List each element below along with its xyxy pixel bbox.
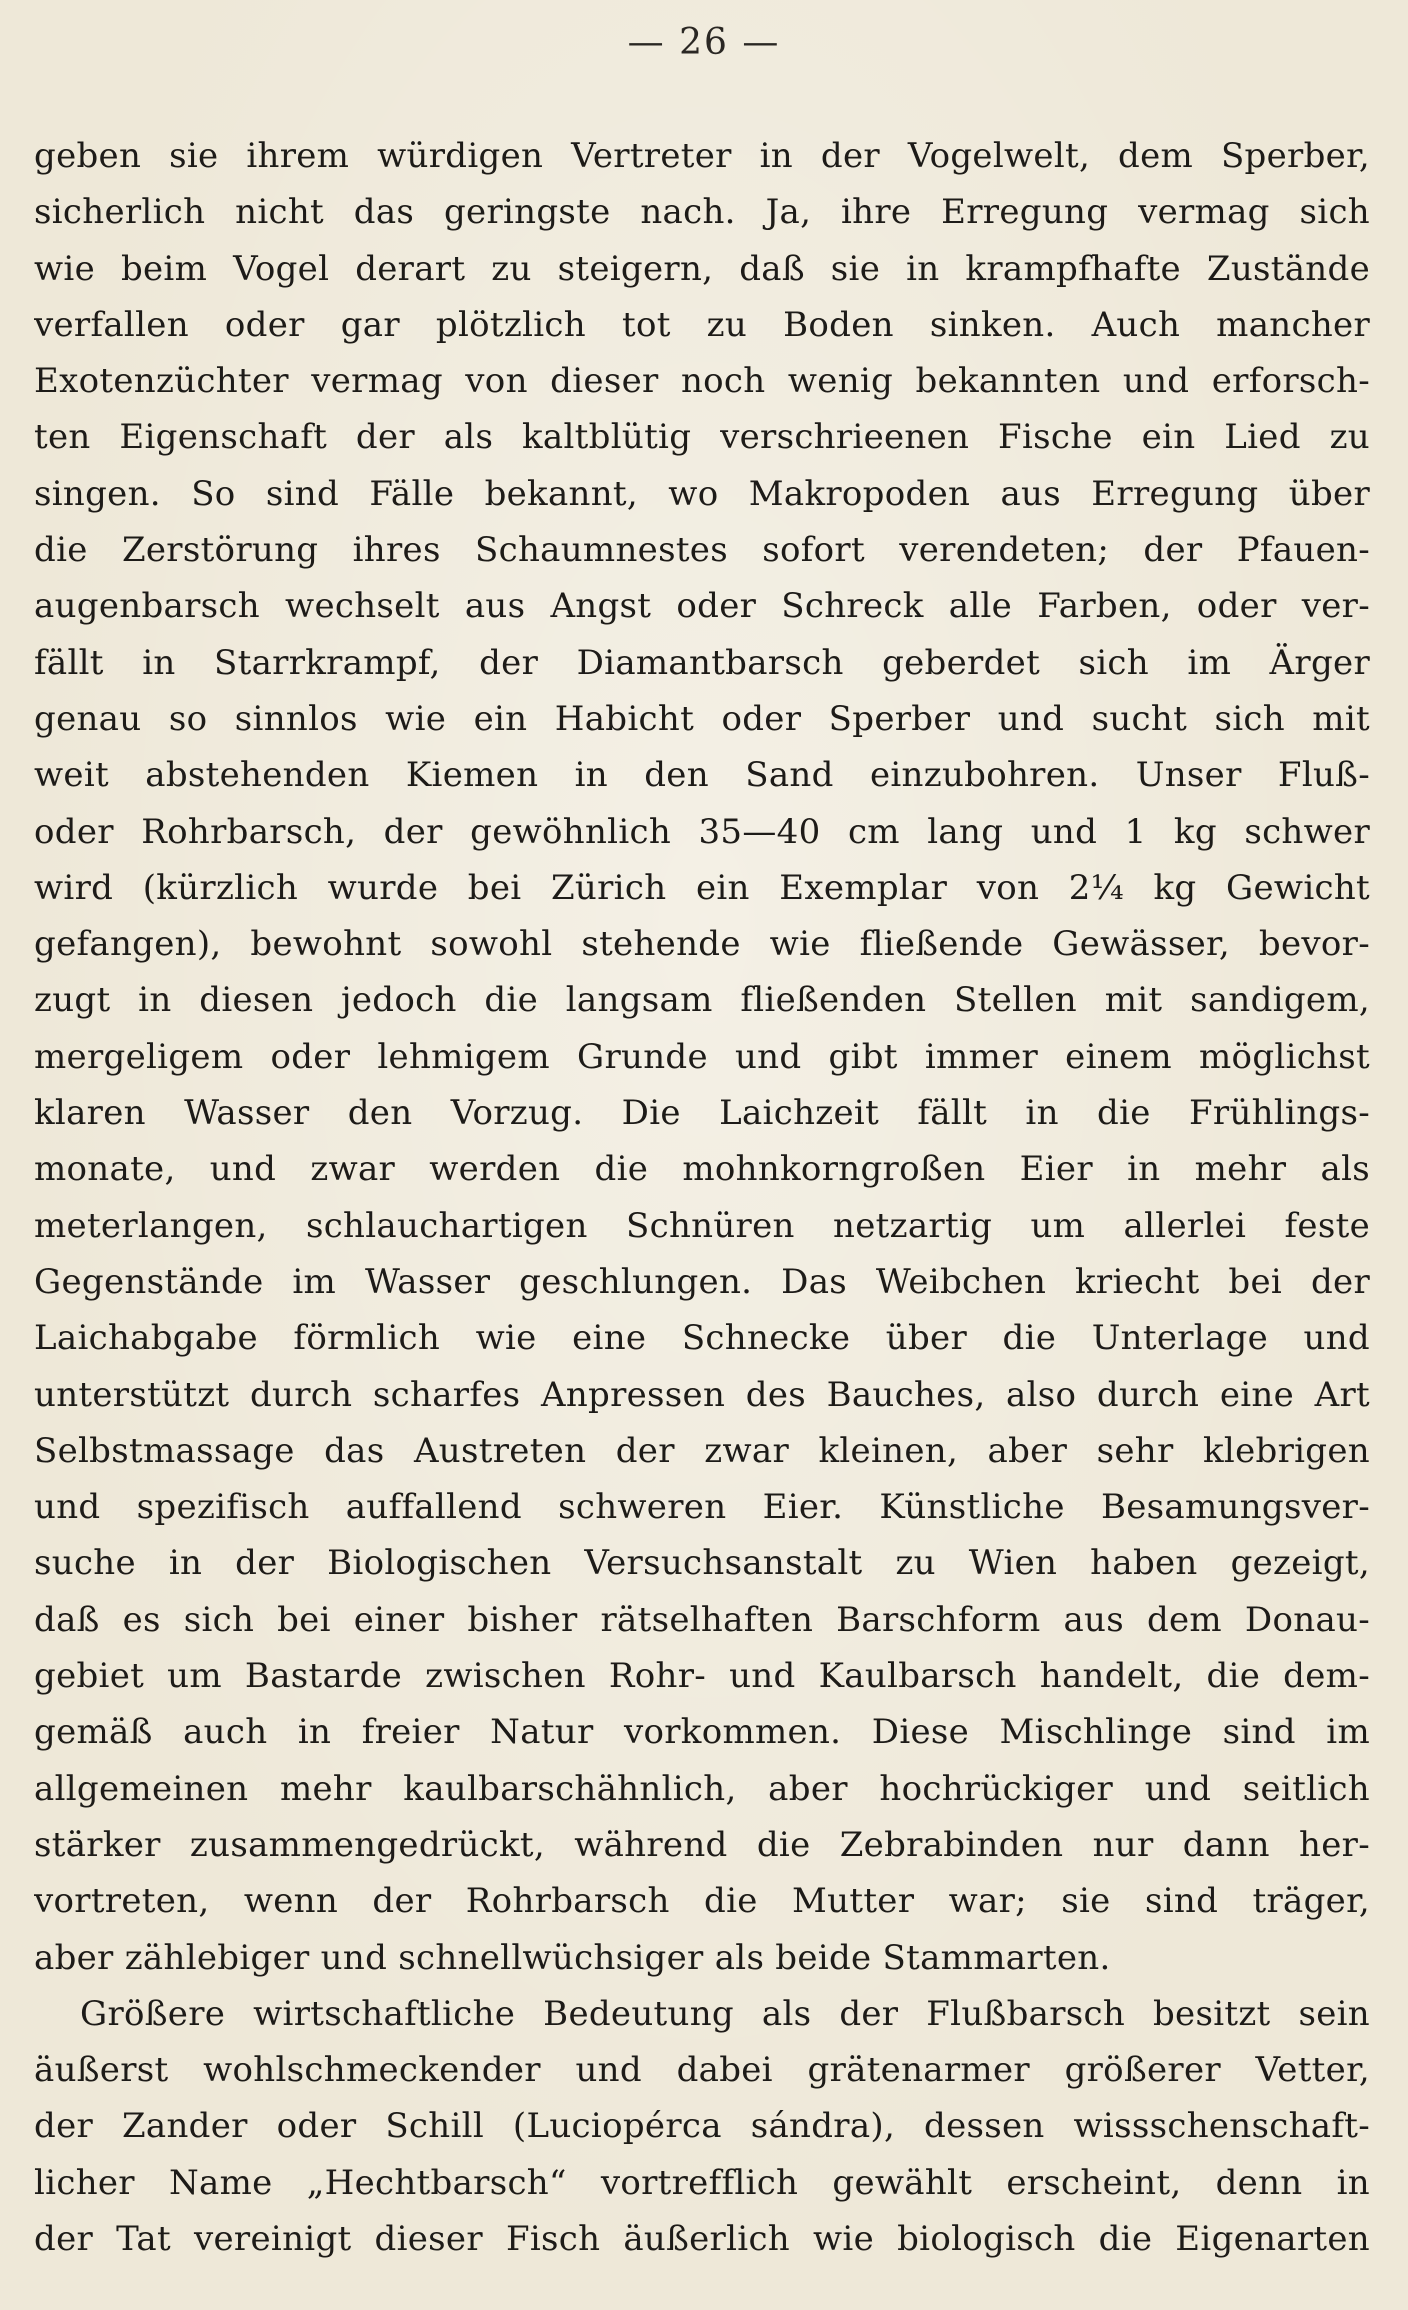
text-line: oder Rohrbarsch, der gewöhnlich 35—40 cm lang und 1 kg schwer [34,811,1370,852]
body-text [34,128,1370,2298]
text-line: ten Eigenschaft der als kaltblütig verschrieenen Fische ein Lied zu [34,417,1370,458]
text-line: äußerst wohlschmeckender und dabei grätenarmer größerer Vetter, [34,2050,1370,2091]
text-line: aber zählebiger und schnellwüchsiger als beide Stammarten. [34,1937,1111,1978]
text-line: gefangen), bewohnt sowohl stehende wie fließende Gewässer, bevor- [34,924,1370,965]
text-line: sicherlich nicht das geringste nach. Ja, ihre Erregung vermag sich [34,192,1370,233]
text-line: weit abstehenden Kiemen in den Sand einzubohren. Unser Fluß- [34,755,1370,796]
text-line: und spezifisch auffallend schweren Eier. Künstliche Besamungsver- [34,1487,1370,1528]
text-line: der Tat vereinigt dieser Fisch äußerlich wie biologisch die Eigenarten [34,2218,1370,2259]
text-line: der Zander oder Schill (Luciopérca sándra), dessen wissschenschaft- [34,2106,1370,2147]
text-line: klaren Wasser den Vorzug. Die Laichzeit fällt in die Frühlings- [34,1093,1370,1134]
text-line: Laichabgabe förmlich wie eine Schnecke über die Unterlage und [34,1318,1370,1359]
text-line: suche in der Biologischen Versuchsanstalt zu Wien haben gezeigt, [34,1543,1370,1584]
text-line: allgemeinen mehr kaulbarschähnlich, aber hochrückiger und seitlich [34,1768,1370,1809]
text-line: monate, und zwar werden die mohnkorngroßen Eier in mehr als [34,1149,1370,1190]
text-line: gebiet um Bastarde zwischen Rohr- und Kaulbarsch handelt, die dem- [34,1656,1370,1697]
text-line: licher Name „Hechtbarsch“ vortrefflich gewählt erscheint, denn in [34,2162,1370,2203]
text-line: genau so sinnlos wie ein Habicht oder Sperber und sucht sich mit [34,698,1370,739]
page-number: — 26 — [627,22,781,63]
text-line: zugt in diesen jedoch die langsam fließenden Stellen mit sandigem, [34,980,1370,1021]
text-line: verfallen oder gar plötzlich tot zu Boden sinken. Auch mancher [34,304,1370,345]
text-line: Größere wirtschaftliche Bedeutung als der Flußbarsch besitzt sein [80,1993,1370,2034]
text-line: augenbarsch wechselt aus Angst oder Schreck alle Farben, oder ver- [34,586,1370,627]
text-line: gemäß auch in freier Natur vorkommen. Diese Mischlinge sind im [34,1712,1370,1753]
text-line: geben sie ihrem würdigen Vertreter in der Vogelwelt, dem Sperber, [34,136,1370,176]
text-line: Gegenstände im Wasser geschlungen. Das Weibchen kriecht bei der [34,1261,1370,1302]
text-line: Exotenzüchter vermag von dieser noch wenig bekannten und erforsch- [34,361,1370,402]
text-line: wird (kürzlich wurde bei Zürich ein Exemplar von 2¼ kg Gewicht [34,867,1370,908]
text-line: daß es sich bei einer bisher rätselhaften Barschform aus dem Donau- [34,1599,1370,1640]
text-line: Selbstmassage das Austreten der zwar kleinen, aber sehr klebrigen [34,1430,1370,1471]
text-line: mergeligem oder lehmigem Grunde und gibt immer einem möglichst [34,1036,1370,1077]
text-line: fällt in Starrkrampf, der Diamantbarsch geberdet sich im Ärger [34,642,1370,683]
text-line: meterlangen, schlauchartigen Schnüren netzartig um allerlei feste [34,1205,1370,1246]
text-line: die Zerstörung ihres Schaumnestes sofort verendeten; der Pfauen- [34,530,1370,571]
text-line: singen. So sind Fälle bekannt, wo Makropoden aus Erregung über [34,473,1370,514]
text-line: vortreten, wenn der Rohrbarsch die Mutter war; sie sind träger, [34,1881,1370,1922]
text-line: wie beim Vogel derart zu steigern, daß sie in krampfhafte Zustände [34,248,1370,289]
text-line: stärker zusammengedrückt, während die Zebrabinden nur dann her- [34,1824,1370,1865]
text-line: unterstützt durch scharfes Anpressen des Bauches, also durch eine Art [34,1374,1370,1415]
